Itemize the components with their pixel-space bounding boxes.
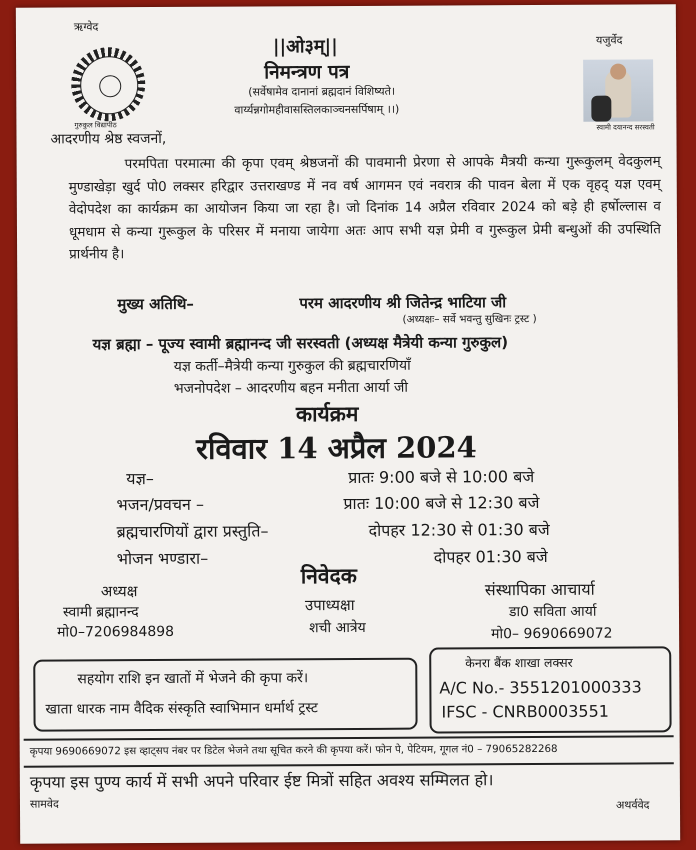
program-row-time: प्रातः 10:00 बजे से 12:30 बजे (343, 492, 540, 514)
corner-rigveda: ऋग्वेद (73, 20, 99, 34)
swami-portrait (583, 59, 653, 121)
program-date: रविवार 14 अप्रैल 2024 (196, 430, 477, 466)
bank-branch: केनरा बैंक शाखा लक्सर (465, 654, 573, 671)
corner-yajurveda: यजुर्वेद (595, 33, 623, 47)
acharya-phone: मो0– 9690669072 (491, 625, 613, 643)
divider (24, 762, 674, 767)
letter-body: परमपिता परमात्मा की कृपा एवम् श्रेष्ठजनों की पावमानी प्रेरणा से आपके मैत्रयी कन्या गुरूकुलम् वेदकुलम् मुण्डाखेड़ा खुर्द पो0 लक्सर हरिद्वार उत्तराखण्ड में नव वर्ष आगमन एवं नवरात्र की पावन बेला में एक वृहद् यज्ञ एवम् वेदोपदेश का कार्यक्रम का आयोजन किया जा रहा है। जो दिनांक 14 अप्रैल रविवार 2024 को बड़े ही हर्षोल्लास व धूमधाम से कन्या गुरूकुल के परिसर में मनाया जायेगा अतः आप सभी यज्ञ प्रेमी व गुरूकुल प्रेमी बन्धुओं की उपस्थिति प्रार्थनीय है। (68, 153, 662, 263)
gurukul-seal-icon (71, 47, 145, 121)
chief-guest-name: परम आदरणीय श्री जितेन्द्र भाटिया जी (299, 293, 507, 313)
bank-account-number: A/C No.- 3551201000333 (439, 677, 642, 698)
program-row-label: यज्ञ– (126, 469, 154, 489)
program-row-time: दोपहर 12:30 से 01:30 बजे (368, 519, 550, 540)
corner-atharvaveda: अथर्ववेद (615, 798, 650, 812)
adhyaksh-role: अध्यक्ष (100, 582, 138, 601)
donation-box (33, 658, 417, 732)
closing-request: कृपया इस पुण्य कार्य में सभी अपने परिवार ईष्ट मित्रों सहित अवश्य सम्मिलत हो। (29, 770, 494, 792)
program-row-time: दोपहर 01:30 बजे (433, 546, 548, 567)
om-heading: ||ओ३म्|| (272, 36, 338, 58)
invitation-card (16, 4, 680, 843)
chief-guest-label: मुख्य अतिथि– (117, 294, 194, 314)
chief-guest-note: (अध्यक्षः– सर्वे भवन्तु सुखिनः ट्रस्ट ) (402, 313, 537, 326)
acharya-name: डा0 सविता आर्या (508, 603, 597, 621)
yajna-karta: यज्ञ कर्ती–मैत्रेयी कन्या गुरुकुल की ब्रह्मचारणियाँ (173, 357, 411, 375)
program-row-label: ब्रह्मचारणियों द्वारा प्रस्तुति– (116, 521, 269, 542)
program-heading: कार्यक्रम (295, 400, 359, 427)
greeting: आदरणीय श्रेष्ठ स्वजनों, (50, 130, 167, 148)
donation-line-2: खाता धारक नाम वैदिक संस्कृति स्वाभिमान धर्मार्थ ट्रस्ट (45, 700, 318, 718)
program-row-label: भोजन भण्डारा– (116, 548, 209, 569)
whatsapp-note: कृपया 9690669072 इस व्हाट्सप नंबर पर डिटेल भेजने तथा सूचित करने की कृपया करें। फोन पे, पेटियम, गूगल नं0 – 79065282268 (29, 742, 558, 758)
nivedak-heading: निवेदक (300, 562, 357, 589)
sanskrit-verse-2: वार्य्यन्नगोमहीवासस्तिलकाञ्चनसर्पिषाम् ।।) (234, 102, 400, 117)
acharya-role: संस्थापिका आचार्या (484, 579, 595, 600)
donation-line-1: सहयोग राशि इन खातों में भेजने की कृपा करें। (77, 670, 309, 688)
adhyaksh-name: स्वामी ब्रह्मानन्द (62, 604, 139, 621)
sanskrit-verse-1: (सर्वेषामेव दानानां ब्रह्मदानं विशिष्यते। (248, 84, 396, 99)
bank-details-box (429, 646, 671, 733)
divider (24, 735, 674, 740)
program-row-label: भजन/प्रवचन – (116, 494, 204, 515)
page-title: निमन्त्रण पत्र (264, 60, 350, 84)
upadhyaksha-name: शची आत्रेय (309, 619, 366, 637)
seal-caption: गुरुकुल विद्यापीठ (74, 121, 117, 130)
adhyaksh-phone: मो0–7206984898 (57, 623, 175, 641)
yajna-brahma: यज्ञ ब्रह्मा – पूज्य स्वामी ब्रह्मानन्द जी सरस्वती (अध्यक्ष मैत्रेयी कन्या गुरुकुल) (92, 333, 509, 354)
bank-ifsc: IFSC - CNRB0003551 (441, 701, 609, 722)
corner-samaveda: सामवेद (29, 797, 59, 811)
program-row-time: प्रातः 9:00 बजे से 10:00 बजे (348, 467, 535, 487)
portrait-caption: स्वामी दयानन्द सरस्वती (596, 123, 655, 132)
bhajan-updesh: भजनोपदेश – आदरणीय बहन मनीता आर्या जी (173, 379, 409, 397)
upadhyaksha-role: उपाध्यक्षा (304, 595, 355, 615)
